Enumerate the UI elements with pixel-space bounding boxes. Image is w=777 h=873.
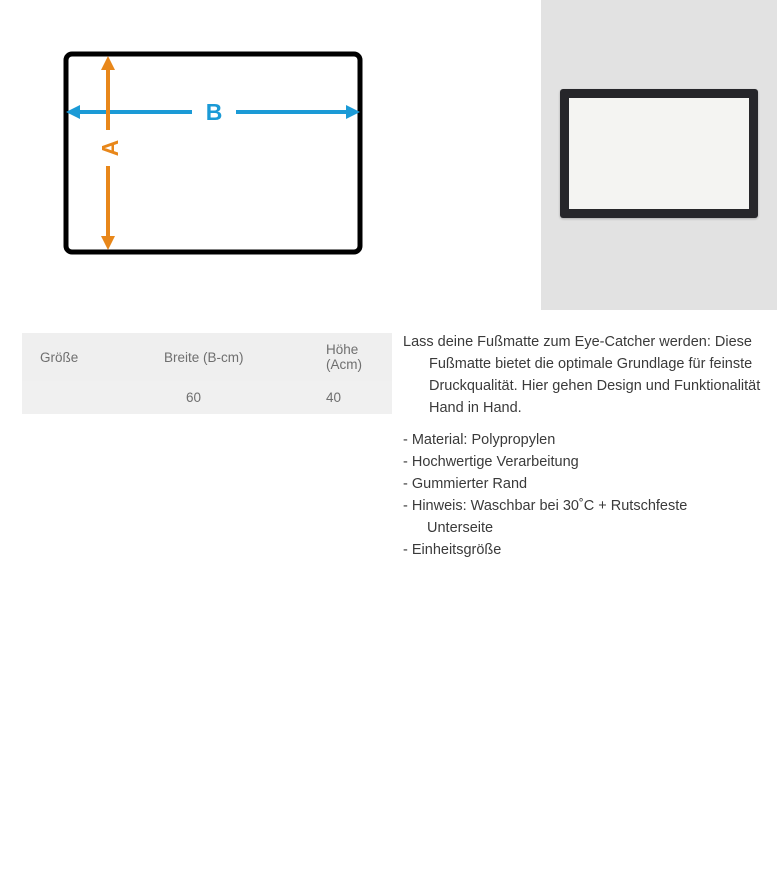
list-item	[403, 451, 763, 473]
cell-height: 40	[326, 390, 342, 405]
size-table-head	[22, 333, 392, 381]
height-label: A	[96, 139, 123, 157]
feature-text: - Hochwertige Verarbeitung	[403, 454, 579, 470]
feature-text-continued: Unterseite	[427, 520, 494, 536]
feature-text: - Gummierter Rand	[403, 476, 528, 492]
column-header-height: Höhe (Acm)	[326, 342, 362, 372]
list-item	[403, 429, 763, 451]
list-item	[403, 539, 763, 561]
column-header-size: Größe	[40, 349, 79, 365]
feature-text: - Material: Polypropylen	[403, 432, 556, 448]
feature-list	[403, 429, 763, 561]
cell-width: 60	[186, 390, 202, 405]
width-label: B	[205, 98, 223, 125]
column-header-width: Breite (B-cm)	[164, 349, 244, 365]
size-table-body	[22, 381, 392, 414]
list-item	[403, 495, 763, 539]
product-photo	[541, 0, 777, 310]
cell-size	[22, 381, 164, 414]
table-header-row	[22, 333, 392, 381]
table-row	[22, 381, 392, 414]
feature-text: - Hinweis: Waschbar bei 30˚C + Rutschfeste	[403, 498, 688, 514]
size-diagram-svg	[0, 0, 420, 310]
list-item	[403, 473, 763, 495]
size-diagram	[0, 0, 420, 310]
description-intro: Lass deine Fußmatte zum Eye-Catcher werden: Diese Fußmatte bietet die optimale Grundlage für feinste Druckqualität. Hier gehen Design und Funktionalität Hand in Hand.	[403, 334, 761, 416]
size-table	[22, 333, 392, 414]
doormat-image	[560, 89, 758, 218]
feature-text: - Einheitsgröße	[403, 542, 502, 558]
product-description	[403, 331, 763, 561]
doormat-surface	[569, 98, 749, 209]
